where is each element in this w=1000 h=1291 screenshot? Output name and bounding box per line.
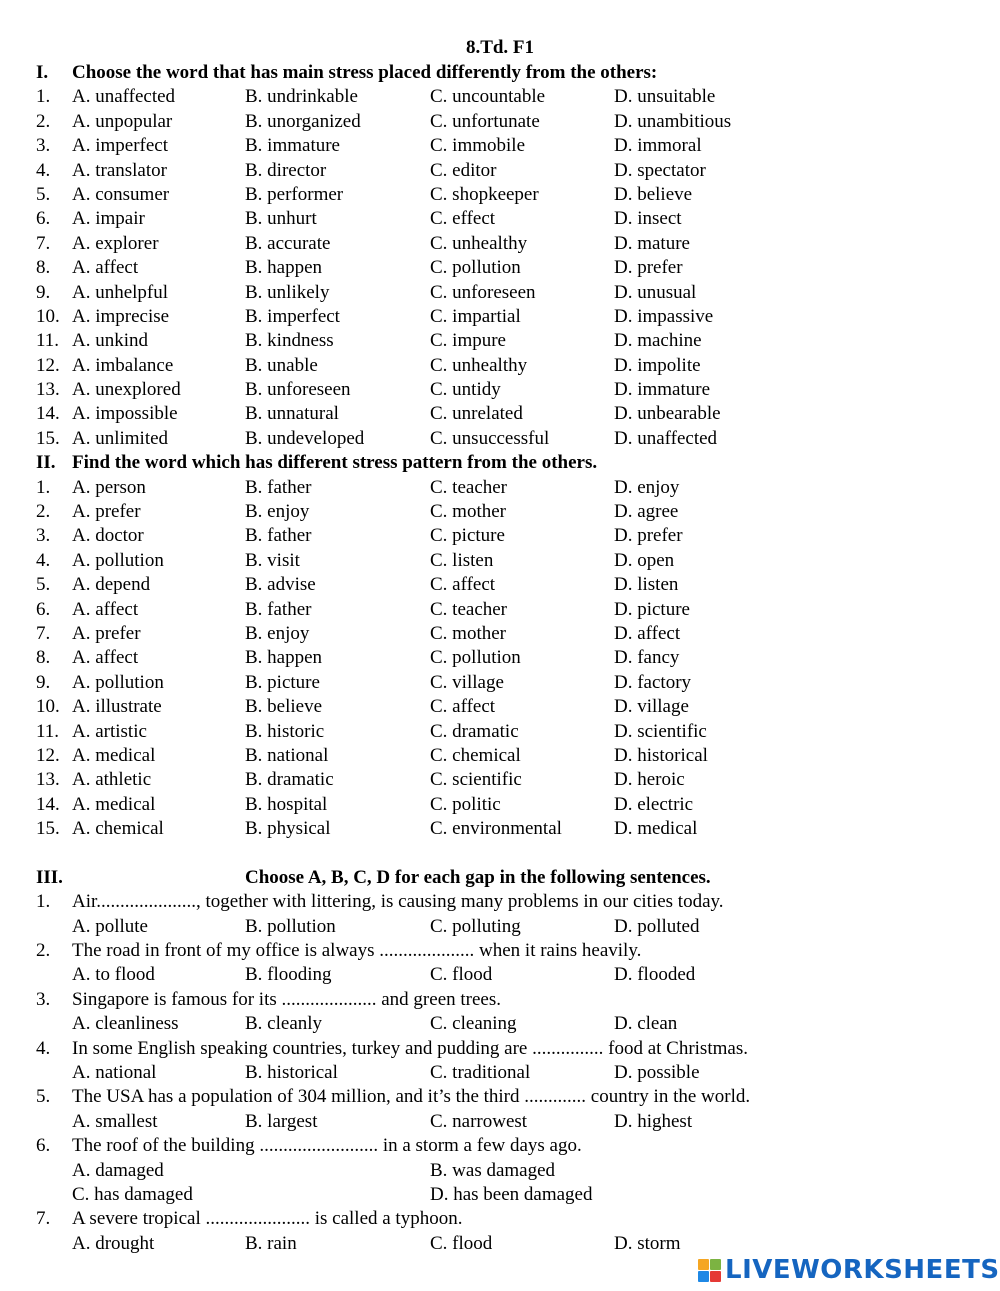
- option-b[interactable]: B. enjoy: [245, 501, 310, 523]
- option-c[interactable]: C. flood: [430, 1232, 493, 1254]
- option-b[interactable]: B. unorganized: [245, 110, 361, 132]
- option-d[interactable]: D. prefer: [614, 257, 683, 279]
- question-row: [36, 622, 976, 646]
- option-b[interactable]: B. picture: [245, 671, 320, 693]
- question-row: [36, 207, 976, 231]
- question-row: [36, 329, 976, 353]
- section-heading-text: Choose A, B, C, D for each gap in the following sentences.: [245, 866, 711, 888]
- option-b[interactable]: B. physical: [245, 818, 331, 840]
- option-d[interactable]: D. believe: [614, 183, 693, 205]
- option-b[interactable]: B. kindness: [245, 330, 334, 352]
- option-d[interactable]: D. immature: [614, 379, 711, 401]
- option-a[interactable]: A. national: [72, 1062, 157, 1084]
- question-row: [36, 646, 976, 670]
- option-d[interactable]: D. affect: [614, 622, 681, 644]
- option-a[interactable]: A. affect: [72, 257, 139, 279]
- option-c[interactable]: C. immobile: [430, 135, 525, 157]
- option-d[interactable]: D. listen: [614, 574, 679, 596]
- question-number: 4.: [36, 1037, 51, 1059]
- question-row: [36, 598, 976, 622]
- option-c[interactable]: C. pollution: [430, 257, 521, 279]
- option-c[interactable]: C. untidy: [430, 379, 501, 401]
- option-b[interactable]: B. father: [245, 525, 312, 547]
- option-d[interactable]: D. prefer: [614, 525, 683, 547]
- option-a[interactable]: A. pollute: [72, 915, 148, 937]
- option-a[interactable]: A. unkind: [72, 330, 148, 352]
- question-number: 6.: [36, 1135, 51, 1157]
- option-a[interactable]: A. depend: [72, 574, 151, 596]
- option-a[interactable]: A. prefer: [72, 622, 141, 644]
- option-d[interactable]: D. agree: [614, 501, 679, 523]
- option-d[interactable]: D. factory: [614, 671, 692, 693]
- option-d[interactable]: D. electric: [614, 793, 694, 815]
- question-stem: The USA has a population of 304 million, and it’s the third ............. country in the world.: [72, 1086, 751, 1108]
- option-c[interactable]: C. narrowest: [430, 1110, 528, 1132]
- question-number: 10.: [36, 696, 60, 718]
- worksheet-content: [36, 61, 976, 1256]
- question-row: [36, 378, 976, 402]
- question-stem-row: [36, 939, 976, 963]
- option-c[interactable]: C. traditional: [430, 1062, 531, 1084]
- option-b[interactable]: B. unable: [245, 354, 318, 376]
- question-stem-row: [36, 1207, 976, 1231]
- question-number: 11.: [36, 330, 60, 352]
- option-c[interactable]: C. environmental: [430, 818, 562, 840]
- question-row: [36, 256, 976, 280]
- option-a[interactable]: A. unhelpful: [72, 281, 169, 303]
- option-d[interactable]: D. picture: [614, 598, 690, 620]
- option-c[interactable]: C. flood: [430, 964, 493, 986]
- question-number: 3.: [36, 525, 51, 547]
- option-d[interactable]: D. enjoy: [614, 476, 680, 498]
- option-a[interactable]: A. unlimited: [72, 427, 169, 449]
- liveworksheets-logo-text: LIVEWORKSHEETS: [725, 1255, 1000, 1285]
- option-c[interactable]: C. impartial: [430, 305, 521, 327]
- option-c[interactable]: C. shopkeeper: [430, 183, 539, 205]
- section-number: II.: [36, 452, 56, 474]
- option-c[interactable]: C. scientific: [430, 769, 522, 791]
- question-stem: Singapore is famous for its .................... and green trees.: [72, 988, 501, 1010]
- option-b[interactable]: B. undrinkable: [245, 86, 358, 108]
- option-b[interactable]: B. unlikely: [245, 281, 330, 303]
- section2-heading: [36, 451, 976, 475]
- question-row: [36, 427, 976, 451]
- section-number: III.: [36, 866, 63, 888]
- option-a[interactable]: A. medical: [72, 793, 156, 815]
- option-d[interactable]: D. scientific: [614, 720, 707, 742]
- liveworksheets-logo: [698, 1255, 1000, 1285]
- option-c[interactable]: C. editor: [430, 159, 497, 181]
- option-a[interactable]: A. unpopular: [72, 110, 173, 132]
- option-b[interactable]: B. immature: [245, 135, 340, 157]
- section-spacer: [36, 842, 976, 866]
- option-c[interactable]: C. chemical: [430, 744, 521, 766]
- question-number: 8.: [36, 257, 51, 279]
- option-b[interactable]: B. dramatic: [245, 769, 334, 791]
- options-row: [36, 1183, 976, 1207]
- option-d[interactable]: D. unbearable: [614, 403, 721, 425]
- options-row: [36, 1012, 976, 1036]
- option-c[interactable]: C. politic: [430, 793, 501, 815]
- option-c[interactable]: C. impure: [430, 330, 506, 352]
- question-number: 6.: [36, 598, 51, 620]
- option-b[interactable]: B. enjoy: [245, 622, 310, 644]
- option-c[interactable]: C. dramatic: [430, 720, 519, 742]
- option-a[interactable]: A. drought: [72, 1232, 155, 1254]
- option-c[interactable]: C. cleaning: [430, 1013, 517, 1035]
- option-c[interactable]: C. polluting: [430, 915, 521, 937]
- option-d[interactable]: D. impolite: [614, 354, 701, 376]
- question-row: [36, 85, 976, 109]
- option-c[interactable]: C. mother: [430, 622, 506, 644]
- option-d[interactable]: D. historical: [614, 744, 708, 766]
- question-number: 7.: [36, 622, 51, 644]
- question-number: 3.: [36, 135, 51, 157]
- question-row: [36, 720, 976, 744]
- option-a[interactable]: A. impossible: [72, 403, 178, 425]
- question-number: 14.: [36, 403, 60, 425]
- question-number: 4.: [36, 549, 51, 571]
- option-a[interactable]: A. medical: [72, 744, 156, 766]
- options-row: [36, 1110, 976, 1134]
- option-b[interactable]: B. unhurt: [245, 208, 317, 230]
- question-number: 1.: [36, 86, 51, 108]
- option-d[interactable]: D. medical: [614, 818, 698, 840]
- option-b[interactable]: B. flooding: [245, 964, 332, 986]
- question-stem-row: [36, 1134, 976, 1158]
- worksheet-title: 8.Td. F1: [465, 37, 535, 58]
- question-stem: In some English speaking countries, turkey and pudding are ............... food at Christmas.: [72, 1037, 748, 1059]
- option-d[interactable]: D. polluted: [614, 915, 700, 937]
- option-a[interactable]: A. unexplored: [72, 379, 181, 401]
- option-d[interactable]: D. possible: [614, 1062, 700, 1084]
- option-a[interactable]: A. chemical: [72, 818, 164, 840]
- option-b[interactable]: B. performer: [245, 183, 344, 205]
- option-c[interactable]: C. unsuccessful: [430, 427, 550, 449]
- option-b[interactable]: B. cleanly: [245, 1013, 323, 1035]
- option-b[interactable]: B. pollution: [245, 915, 336, 937]
- option-c[interactable]: C. effect: [430, 208, 496, 230]
- question-number: 9.: [36, 671, 51, 693]
- option-c[interactable]: C. unfortunate: [430, 110, 540, 132]
- question-row: [36, 476, 976, 500]
- option-d[interactable]: D. machine: [614, 330, 702, 352]
- section-number: I.: [36, 62, 49, 83]
- option-d[interactable]: D. has been damaged: [430, 1183, 593, 1205]
- option-c[interactable]: C. unrelated: [430, 403, 523, 425]
- option-c[interactable]: C. listen: [430, 549, 494, 571]
- question-number: 12.: [36, 354, 60, 376]
- question-row: [36, 500, 976, 524]
- question-row: [36, 524, 976, 548]
- option-a[interactable]: A. to flood: [72, 964, 155, 986]
- question-row: [36, 281, 976, 305]
- option-a[interactable]: A. impair: [72, 208, 145, 230]
- option-d[interactable]: D. highest: [614, 1110, 693, 1132]
- option-b[interactable]: B. father: [245, 476, 312, 498]
- option-b[interactable]: B. historical: [245, 1062, 338, 1084]
- question-stem-row: [36, 1085, 976, 1109]
- option-c[interactable]: C. village: [430, 671, 504, 693]
- option-b[interactable]: B. father: [245, 598, 312, 620]
- question-number: 5.: [36, 1086, 51, 1108]
- option-a[interactable]: A. doctor: [72, 525, 144, 547]
- option-a[interactable]: A. affect: [72, 647, 139, 669]
- option-d[interactable]: D. open: [614, 549, 675, 571]
- option-a[interactable]: A. person: [72, 476, 146, 498]
- option-b[interactable]: B. unnatural: [245, 403, 339, 425]
- option-a[interactable]: A. cleanliness: [72, 1013, 179, 1035]
- option-d[interactable]: D. mature: [614, 232, 690, 254]
- question-number: 7.: [36, 1208, 51, 1230]
- option-b[interactable]: B. director: [245, 159, 327, 181]
- option-a[interactable]: A. smallest: [72, 1110, 158, 1132]
- option-a[interactable]: A. affect: [72, 598, 139, 620]
- option-d[interactable]: D. village: [614, 696, 689, 718]
- option-d[interactable]: D. spectator: [614, 159, 706, 181]
- option-c[interactable]: C. teacher: [430, 476, 508, 498]
- question-row: [36, 305, 976, 329]
- question-row: [36, 671, 976, 695]
- question-number: 8.: [36, 647, 51, 669]
- option-a[interactable]: A. athletic: [72, 769, 152, 791]
- option-b[interactable]: B. happen: [245, 647, 323, 669]
- option-b[interactable]: B. national: [245, 744, 329, 766]
- question-number: 9.: [36, 281, 51, 303]
- option-a[interactable]: A. pollution: [72, 671, 164, 693]
- question-number: 6.: [36, 208, 51, 230]
- option-c[interactable]: C. mother: [430, 501, 506, 523]
- option-c[interactable]: C. unhealthy: [430, 354, 528, 376]
- question-row: [36, 232, 976, 256]
- option-a[interactable]: A. explorer: [72, 232, 159, 254]
- option-c[interactable]: C. uncountable: [430, 86, 546, 108]
- question-number: 12.: [36, 744, 60, 766]
- option-c[interactable]: C. unforeseen: [430, 281, 536, 303]
- question-number: 2.: [36, 110, 51, 132]
- option-b[interactable]: B. unforeseen: [245, 379, 351, 401]
- option-d[interactable]: D. fancy: [614, 647, 680, 669]
- options-row: [36, 1061, 976, 1085]
- option-d[interactable]: D. unaffected: [614, 427, 718, 449]
- options-row: [36, 1232, 976, 1256]
- option-c[interactable]: C. picture: [430, 525, 505, 547]
- option-d[interactable]: D. heroic: [614, 769, 685, 791]
- option-a[interactable]: A. translator: [72, 159, 167, 181]
- question-stem-row: [36, 1037, 976, 1061]
- question-row: [36, 744, 976, 768]
- option-d[interactable]: D. storm: [614, 1232, 681, 1254]
- option-b[interactable]: B. was damaged: [430, 1159, 556, 1181]
- option-b[interactable]: B. rain: [245, 1232, 297, 1254]
- question-number: 14.: [36, 793, 60, 815]
- option-a[interactable]: A. illustrate: [72, 696, 162, 718]
- option-b[interactable]: B. largest: [245, 1110, 318, 1132]
- question-number: 1.: [36, 891, 51, 913]
- question-row: [36, 573, 976, 597]
- option-a[interactable]: A. imbalance: [72, 354, 174, 376]
- option-a[interactable]: A. imperfect: [72, 135, 169, 157]
- question-number: 5.: [36, 183, 51, 205]
- liveworksheets-logo-icon: [698, 1259, 721, 1282]
- option-d[interactable]: D. unsuitable: [614, 86, 716, 108]
- option-c[interactable]: C. affect: [430, 696, 496, 718]
- option-c[interactable]: C. unhealthy: [430, 232, 528, 254]
- option-b[interactable]: B. advise: [245, 574, 316, 596]
- option-b[interactable]: B. historic: [245, 720, 325, 742]
- question-row: [36, 159, 976, 183]
- section3-heading: [36, 866, 976, 890]
- question-stem-row: [36, 988, 976, 1012]
- option-a[interactable]: A. imprecise: [72, 305, 170, 327]
- question-number: 3.: [36, 988, 51, 1010]
- option-d[interactable]: D. unambitious: [614, 110, 732, 132]
- option-a[interactable]: A. unaffected: [72, 86, 176, 108]
- question-row: [36, 183, 976, 207]
- option-b[interactable]: B. accurate: [245, 232, 331, 254]
- question-number: 7.: [36, 232, 51, 254]
- question-number: 15.: [36, 818, 60, 840]
- option-d[interactable]: D. flooded: [614, 964, 696, 986]
- question-number: 2.: [36, 501, 51, 523]
- option-b[interactable]: B. believe: [245, 696, 323, 718]
- question-stem: The roof of the building ......................... in a storm a few days ago.: [72, 1135, 582, 1157]
- question-number: 11.: [36, 720, 60, 742]
- option-b[interactable]: B. imperfect: [245, 305, 340, 327]
- section-heading-text: Find the word which has different stress pattern from the others.: [72, 452, 598, 474]
- option-b[interactable]: B. visit: [245, 549, 300, 571]
- question-row: [36, 110, 976, 134]
- option-b[interactable]: B. undeveloped: [245, 427, 365, 449]
- section1-heading: [36, 61, 976, 85]
- option-b[interactable]: B. hospital: [245, 793, 328, 815]
- question-stem: The road in front of my office is always .................... when it rains heavily.: [72, 940, 642, 962]
- question-number: 10.: [36, 305, 60, 327]
- option-d[interactable]: D. insect: [614, 208, 682, 230]
- question-row: [36, 354, 976, 378]
- question-row: [36, 695, 976, 719]
- option-c[interactable]: C. teacher: [430, 598, 508, 620]
- section-heading-text: Choose the word that has main stress placed differently from the others:: [72, 62, 658, 83]
- option-a[interactable]: A. damaged: [72, 1159, 164, 1181]
- question-row: [36, 817, 976, 841]
- option-a[interactable]: A. artistic: [72, 720, 147, 742]
- option-c[interactable]: C. pollution: [430, 647, 521, 669]
- question-number: 1.: [36, 476, 51, 498]
- option-d[interactable]: D. impassive: [614, 305, 714, 327]
- question-row: [36, 793, 976, 817]
- question-row: [36, 402, 976, 426]
- question-stem-row: [36, 890, 976, 914]
- option-c[interactable]: C. has damaged: [72, 1183, 193, 1205]
- option-a[interactable]: A. prefer: [72, 501, 141, 523]
- question-row: [36, 134, 976, 158]
- question-number: 4.: [36, 159, 51, 181]
- question-number: 2.: [36, 940, 51, 962]
- question-row: [36, 549, 976, 573]
- option-d[interactable]: D. clean: [614, 1013, 678, 1035]
- options-row: [36, 1159, 976, 1183]
- option-c[interactable]: C. affect: [430, 574, 496, 596]
- question-number: 13.: [36, 769, 60, 791]
- option-d[interactable]: D. immoral: [614, 135, 702, 157]
- question-number: 15.: [36, 427, 60, 449]
- question-number: 5.: [36, 574, 51, 596]
- option-d[interactable]: D. unusual: [614, 281, 697, 303]
- option-a[interactable]: A. consumer: [72, 183, 170, 205]
- option-b[interactable]: B. happen: [245, 257, 323, 279]
- question-row: [36, 768, 976, 792]
- question-stem: A severe tropical ...................... is called a typhoon.: [72, 1208, 463, 1230]
- option-a[interactable]: A. pollution: [72, 549, 164, 571]
- question-stem: Air....................., together with littering, is causing many problems in our cities today.: [72, 891, 724, 913]
- options-row: [36, 963, 976, 987]
- options-row: [36, 915, 976, 939]
- question-number: 13.: [36, 379, 60, 401]
